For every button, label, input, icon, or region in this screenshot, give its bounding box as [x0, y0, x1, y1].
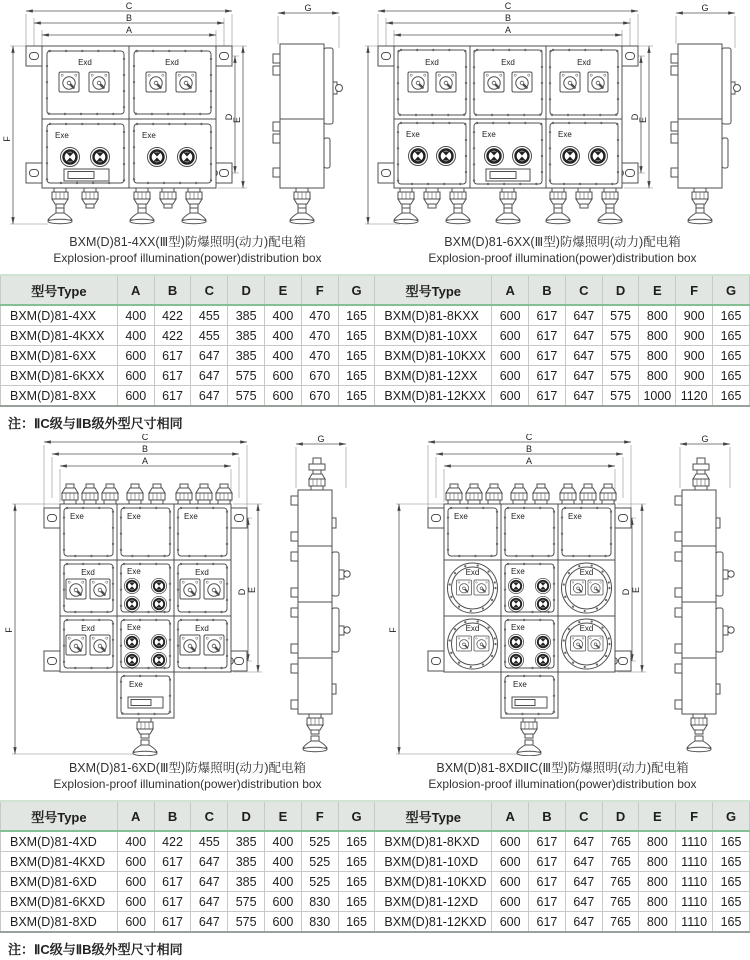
dimension-value-cell: 600 — [492, 366, 529, 386]
panel-label-exe: Exe — [511, 567, 525, 576]
dimension-value-cell: 385 — [228, 831, 265, 852]
dim-label-b: B — [141, 444, 149, 454]
dimension-value-cell: 647 — [191, 912, 228, 933]
caption-cn: BXM(D)81-6XX(Ⅲ型)防爆照明(动力)配电箱 — [444, 235, 681, 249]
dimension-value-cell: 617 — [529, 386, 566, 407]
figure-8xd-group — [386, 434, 748, 756]
model-name-cell: BXM(D)81-6KXD — [1, 892, 118, 912]
dimension-value-cell: 400 — [265, 852, 302, 872]
dim-label-b: B — [125, 13, 133, 23]
dimension-value-cell: 617 — [154, 346, 191, 366]
dim-label-a: A — [504, 25, 512, 35]
dimension-value-cell: 470 — [301, 346, 338, 366]
dimension-value-cell: 830 — [301, 912, 338, 933]
model-name-cell: BXM(D)81-10KXD — [375, 872, 492, 892]
dim-label-c: C — [504, 2, 512, 11]
dim-label-a: A — [525, 456, 533, 466]
front-view-6xd-drawing — [2, 434, 264, 756]
dimension-value-cell: 1110 — [676, 852, 713, 872]
dim-label-e: E — [638, 116, 648, 124]
dimension-value-cell: 165 — [713, 326, 750, 346]
dim-label-g: G — [317, 434, 325, 444]
dimension-value-cell: 600 — [492, 346, 529, 366]
dimension-value-cell: 400 — [265, 305, 302, 326]
dimension-value-cell: 455 — [191, 326, 228, 346]
dim-label-c: C — [141, 434, 149, 442]
dimension-value-cell: 765 — [602, 912, 639, 933]
panel-label-exd: Exd — [78, 58, 92, 67]
dimension-value-cell: 647 — [565, 872, 602, 892]
dimension-value-cell: 165 — [338, 346, 375, 366]
dimension-value-cell: 600 — [492, 326, 529, 346]
dimension-value-cell: 617 — [154, 852, 191, 872]
column-header-G: G — [338, 801, 375, 831]
dim-label-c: C — [525, 434, 533, 442]
column-header-D: D — [602, 275, 639, 305]
figure-6xd-group — [2, 434, 364, 756]
dimension-value-cell: 647 — [565, 892, 602, 912]
figure-6xx-group — [360, 2, 750, 230]
dim-label-d: D — [621, 588, 631, 596]
dim-label-e: E — [247, 586, 257, 594]
panel-label-exe: Exe — [127, 567, 141, 576]
dimension-value-cell: 600 — [117, 386, 154, 407]
table-row — [1, 326, 750, 346]
side-view-6xx-drawing — [664, 2, 750, 230]
dimension-value-cell: 525 — [301, 872, 338, 892]
figure-caption-6xx — [375, 232, 750, 265]
panel-label-exe: Exe — [511, 623, 525, 632]
dim-label-b: B — [525, 444, 533, 454]
table-row — [1, 912, 750, 933]
caption-en: Explosion-proof illumination(power)distribution box — [53, 777, 322, 791]
dimension-table-2 — [0, 800, 750, 933]
dimension-value-cell: 525 — [301, 852, 338, 872]
dimension-value-cell: 617 — [154, 872, 191, 892]
dimension-value-cell: 525 — [301, 831, 338, 852]
dimension-value-cell: 165 — [338, 366, 375, 386]
dimension-value-cell: 1110 — [676, 831, 713, 852]
model-name-cell: BXM(D)81-12XD — [375, 892, 492, 912]
dimension-value-cell: 455 — [191, 831, 228, 852]
panel-label-exd: Exd — [465, 568, 480, 577]
dimension-value-cell: 400 — [117, 831, 154, 852]
dimension-value-cell: 575 — [602, 326, 639, 346]
column-header-D: D — [228, 275, 265, 305]
dimension-value-cell: 800 — [639, 366, 676, 386]
dimension-value-cell: 422 — [154, 831, 191, 852]
column-header-D: D — [602, 801, 639, 831]
dimension-value-cell: 617 — [529, 892, 566, 912]
dimension-value-cell: 1110 — [676, 892, 713, 912]
dimension-value-cell: 900 — [676, 366, 713, 386]
caption-en: Explosion-proof illumination(power)distribution box — [428, 251, 697, 265]
dimension-value-cell: 800 — [639, 305, 676, 326]
table-row — [1, 872, 750, 892]
dimension-value-cell: 575 — [602, 366, 639, 386]
model-name-cell: BXM(D)81-12KXX — [375, 386, 492, 407]
column-header-C: C — [565, 275, 602, 305]
dimension-value-cell: 600 — [492, 852, 529, 872]
dim-label-d: D — [224, 113, 234, 121]
dimension-value-cell: 617 — [529, 852, 566, 872]
model-name-cell: BXM(D)81-8XD — [1, 912, 118, 933]
dimension-value-cell: 670 — [301, 386, 338, 407]
dimension-value-cell: 617 — [529, 326, 566, 346]
dimension-value-cell: 1000 — [639, 386, 676, 407]
dim-label-a: A — [125, 25, 133, 35]
panel-label-exd: Exd — [501, 58, 515, 67]
dimension-value-cell: 600 — [492, 305, 529, 326]
column-header-A: A — [492, 801, 529, 831]
panel-label-exe: Exe — [55, 131, 69, 140]
panel-label-exd: Exd — [195, 568, 209, 577]
model-name-cell: BXM(D)81-6XX — [1, 346, 118, 366]
dimension-value-cell: 800 — [639, 831, 676, 852]
dimension-value-cell: 165 — [713, 852, 750, 872]
model-name-cell: BXM(D)81-6XD — [1, 872, 118, 892]
dimension-table-1 — [0, 274, 750, 407]
panel-label-exe: Exe — [129, 680, 143, 689]
dimension-value-cell: 600 — [117, 366, 154, 386]
column-header-type: 型号Type — [375, 275, 492, 305]
dimension-value-cell: 647 — [191, 872, 228, 892]
panel-label-exe: Exe — [142, 131, 156, 140]
panel-label-exd: Exd — [579, 624, 594, 633]
column-header-E: E — [639, 275, 676, 305]
dimension-value-cell: 765 — [602, 872, 639, 892]
column-header-F: F — [301, 801, 338, 831]
dimension-value-cell: 617 — [529, 831, 566, 852]
dimension-value-cell: 647 — [565, 386, 602, 407]
table-row — [1, 892, 750, 912]
panel-label-exe: Exe — [511, 512, 525, 521]
dimension-value-cell: 575 — [228, 386, 265, 407]
panel-label-exe: Exe — [513, 680, 527, 689]
panel-label-exd: Exd — [81, 624, 95, 633]
dimension-value-cell: 600 — [265, 386, 302, 407]
dim-label-f: F — [388, 627, 398, 633]
column-header-B: B — [529, 801, 566, 831]
dimension-value-cell: 165 — [713, 912, 750, 933]
dimension-value-cell: 647 — [565, 326, 602, 346]
figure-caption-4xx — [0, 232, 375, 265]
dimension-value-cell: 600 — [492, 872, 529, 892]
dimension-value-cell: 800 — [639, 912, 676, 933]
dimension-value-cell: 800 — [639, 872, 676, 892]
dimension-value-cell: 470 — [301, 326, 338, 346]
panel-label-exe: Exe — [406, 130, 420, 139]
dimension-value-cell: 647 — [191, 346, 228, 366]
dim-label-b: B — [504, 13, 512, 23]
column-header-A: A — [492, 275, 529, 305]
column-header-F: F — [676, 801, 713, 831]
dimension-value-cell: 165 — [713, 366, 750, 386]
model-name-cell: BXM(D)81-8KXX — [375, 305, 492, 326]
dimension-value-cell: 600 — [265, 366, 302, 386]
dimension-value-cell: 575 — [602, 386, 639, 407]
dim-label-d: D — [237, 588, 247, 596]
caption-cn: BXM(D)81-8XDⅡC(Ⅲ型)防爆照明(动力)配电箱 — [436, 761, 689, 775]
column-header-B: B — [529, 275, 566, 305]
model-name-cell: BXM(D)81-12XX — [375, 366, 492, 386]
dimension-value-cell: 600 — [265, 912, 302, 933]
dimension-value-cell: 575 — [602, 305, 639, 326]
column-header-D: D — [228, 801, 265, 831]
column-header-type: 型号Type — [1, 275, 118, 305]
dimension-value-cell: 165 — [713, 346, 750, 366]
panel-label-exe: Exe — [482, 130, 496, 139]
caption-cn: BXM(D)81-6XD(Ⅲ型)防爆照明(动力)配电箱 — [68, 761, 307, 775]
panel-label-exe: Exe — [127, 512, 141, 521]
dim-label-e: E — [631, 586, 641, 594]
dimension-value-cell: 165 — [338, 305, 375, 326]
dimension-value-cell: 617 — [154, 912, 191, 933]
dimension-value-cell: 600 — [117, 892, 154, 912]
table-row — [1, 852, 750, 872]
side-view-6xd-drawing — [272, 434, 364, 756]
dimension-value-cell: 617 — [529, 912, 566, 933]
panel-label-exe: Exe — [127, 623, 141, 632]
dimension-value-cell: 165 — [713, 831, 750, 852]
dim-label-g: G — [701, 3, 709, 13]
panel-label-exd: Exd — [577, 58, 591, 67]
dimension-value-cell: 900 — [676, 326, 713, 346]
dim-label-c: C — [125, 2, 133, 11]
dimension-value-cell: 647 — [565, 831, 602, 852]
column-header-B: B — [154, 801, 191, 831]
side-view-4xx-drawing — [256, 2, 360, 230]
column-header-G: G — [713, 801, 750, 831]
model-name-cell: BXM(D)81-10XX — [375, 326, 492, 346]
drawings-row-2 — [0, 434, 750, 756]
note-text: 注：ⅡC级与ⅡB级外型尺寸相同 — [8, 416, 183, 431]
table-row — [1, 366, 750, 386]
figure-caption-8xd — [375, 758, 750, 791]
model-name-cell: BXM(D)81-4XD — [1, 831, 118, 852]
captions-row-2 — [0, 758, 750, 791]
dimension-value-cell: 165 — [338, 326, 375, 346]
dimension-value-cell: 600 — [265, 892, 302, 912]
dimension-value-cell: 670 — [301, 366, 338, 386]
model-name-cell: BXM(D)81-10KXX — [375, 346, 492, 366]
dimension-value-cell: 647 — [191, 386, 228, 407]
dimension-value-cell: 600 — [492, 912, 529, 933]
dimension-value-cell: 400 — [265, 326, 302, 346]
dimension-value-cell: 1110 — [676, 872, 713, 892]
dimension-value-cell: 385 — [228, 326, 265, 346]
figure-caption-6xd — [0, 758, 375, 791]
table-header-row — [1, 275, 750, 305]
dimension-value-cell: 165 — [713, 872, 750, 892]
front-view-6xx-drawing — [360, 2, 656, 230]
dimension-value-cell: 900 — [676, 346, 713, 366]
dimension-value-cell: 455 — [191, 305, 228, 326]
dimension-value-cell: 400 — [265, 831, 302, 852]
dim-label-e: E — [232, 116, 242, 124]
caption-en: Explosion-proof illumination(power)distribution box — [428, 777, 697, 791]
dimension-value-cell: 830 — [301, 892, 338, 912]
panel-label-exe: Exe — [184, 512, 198, 521]
dimension-value-cell: 617 — [154, 366, 191, 386]
dimension-value-cell: 647 — [191, 366, 228, 386]
dimension-value-cell: 165 — [713, 386, 750, 407]
dimension-value-cell: 400 — [265, 872, 302, 892]
dimension-value-cell: 422 — [154, 305, 191, 326]
figure-4xx-group — [2, 2, 360, 230]
dimension-value-cell: 617 — [529, 872, 566, 892]
dimension-value-cell: 422 — [154, 326, 191, 346]
model-name-cell: BXM(D)81-8XX — [1, 386, 118, 407]
column-header-B: B — [154, 275, 191, 305]
model-name-cell: BXM(D)81-6KXX — [1, 366, 118, 386]
dimension-value-cell: 900 — [676, 305, 713, 326]
dimension-value-cell: 800 — [639, 852, 676, 872]
dimension-value-cell: 647 — [565, 346, 602, 366]
note-text: 注：ⅡC级与ⅡB级外型尺寸相同 — [8, 942, 183, 957]
dim-label-f: F — [2, 136, 12, 142]
model-name-cell: BXM(D)81-4KXX — [1, 326, 118, 346]
dim-label-g: G — [701, 434, 709, 444]
dimension-value-cell: 600 — [117, 852, 154, 872]
column-header-C: C — [565, 801, 602, 831]
caption-en: Explosion-proof illumination(power)distribution box — [53, 251, 322, 265]
dimension-value-cell: 647 — [565, 366, 602, 386]
dimension-value-cell: 600 — [117, 346, 154, 366]
table-row — [1, 386, 750, 407]
dimension-value-cell: 647 — [191, 892, 228, 912]
column-header-C: C — [191, 275, 228, 305]
dimension-value-cell: 617 — [529, 366, 566, 386]
model-name-cell: BXM(D)81-4KXD — [1, 852, 118, 872]
panel-label-exd: Exd — [465, 624, 480, 633]
dim-label-g: G — [304, 3, 312, 13]
dimension-value-cell: 647 — [565, 305, 602, 326]
dimension-value-cell: 385 — [228, 346, 265, 366]
dimension-value-cell: 165 — [338, 912, 375, 933]
dimension-value-cell: 385 — [228, 872, 265, 892]
drawings-row-1 — [0, 2, 750, 230]
dim-label-a: A — [141, 456, 149, 466]
dimension-value-cell: 165 — [338, 386, 375, 407]
panel-label-exe: Exe — [558, 130, 572, 139]
dimension-value-cell: 617 — [154, 386, 191, 407]
dim-label-f: F — [4, 627, 14, 633]
dimension-value-cell: 575 — [228, 912, 265, 933]
dimension-value-cell: 600 — [492, 831, 529, 852]
column-header-F: F — [676, 275, 713, 305]
column-header-G: G — [338, 275, 375, 305]
dimension-value-cell: 800 — [639, 346, 676, 366]
column-header-F: F — [301, 275, 338, 305]
model-name-cell: BXM(D)81-10XD — [375, 852, 492, 872]
panel-label-exd: Exd — [81, 568, 95, 577]
column-header-A: A — [117, 801, 154, 831]
front-view-8xd-drawing — [386, 434, 648, 756]
dimension-value-cell: 575 — [602, 346, 639, 366]
column-header-C: C — [191, 801, 228, 831]
panel-label-exd: Exd — [195, 624, 209, 633]
table-header-row — [1, 801, 750, 831]
model-name-cell: BXM(D)81-8KXD — [375, 831, 492, 852]
dimension-value-cell: 165 — [713, 305, 750, 326]
panel-label-exd: Exd — [425, 58, 439, 67]
dimension-value-cell: 575 — [228, 366, 265, 386]
column-header-E: E — [265, 801, 302, 831]
dimension-value-cell: 617 — [529, 305, 566, 326]
dimension-value-cell: 617 — [529, 346, 566, 366]
model-name-cell: BXM(D)81-4XX — [1, 305, 118, 326]
dimension-value-cell: 385 — [228, 852, 265, 872]
dimension-value-cell: 575 — [228, 892, 265, 912]
dimension-value-cell: 400 — [117, 305, 154, 326]
dimension-value-cell: 600 — [117, 872, 154, 892]
dimension-value-cell: 765 — [602, 892, 639, 912]
dimension-value-cell: 165 — [338, 872, 375, 892]
dimension-value-cell: 165 — [338, 892, 375, 912]
dimension-value-cell: 600 — [492, 386, 529, 407]
dimension-value-cell: 400 — [265, 346, 302, 366]
column-header-type: 型号Type — [1, 801, 118, 831]
column-header-type: 型号Type — [375, 801, 492, 831]
column-header-G: G — [713, 275, 750, 305]
dimension-value-cell: 1120 — [676, 386, 713, 407]
caption-cn: BXM(D)81-4XX(Ⅲ型)防爆照明(动力)配电箱 — [69, 235, 306, 249]
table-row — [1, 346, 750, 366]
dimension-value-cell: 600 — [492, 892, 529, 912]
dimension-value-cell: 165 — [338, 831, 375, 852]
dimension-value-cell: 617 — [154, 892, 191, 912]
front-view-4xx-drawing — [2, 2, 248, 230]
dimension-value-cell: 647 — [191, 852, 228, 872]
table-row — [1, 305, 750, 326]
model-name-cell: BXM(D)81-12KXD — [375, 912, 492, 933]
dimension-value-cell: 600 — [117, 912, 154, 933]
panel-label-exe: Exe — [454, 512, 468, 521]
dimension-value-cell: 800 — [639, 326, 676, 346]
dimension-value-cell: 165 — [713, 892, 750, 912]
dimension-value-cell: 765 — [602, 831, 639, 852]
dimension-value-cell: 800 — [639, 892, 676, 912]
dimension-value-cell: 1110 — [676, 912, 713, 933]
captions-row-1 — [0, 232, 750, 265]
panel-label-exe: Exe — [70, 512, 84, 521]
dimension-value-cell: 165 — [338, 852, 375, 872]
dimension-value-cell: 647 — [565, 912, 602, 933]
column-header-E: E — [265, 275, 302, 305]
panel-label-exd: Exd — [579, 568, 594, 577]
panel-label-exd: Exd — [165, 58, 179, 67]
column-header-E: E — [639, 801, 676, 831]
dimension-value-cell: 385 — [228, 305, 265, 326]
panel-label-exe: Exe — [568, 512, 582, 521]
dimension-value-cell: 647 — [565, 852, 602, 872]
table-row — [1, 831, 750, 852]
column-header-A: A — [117, 275, 154, 305]
dimension-value-cell: 400 — [117, 326, 154, 346]
dim-label-d: D — [630, 113, 640, 121]
dimension-value-cell: 765 — [602, 852, 639, 872]
dimension-value-cell: 470 — [301, 305, 338, 326]
side-view-8xd-drawing — [656, 434, 748, 756]
